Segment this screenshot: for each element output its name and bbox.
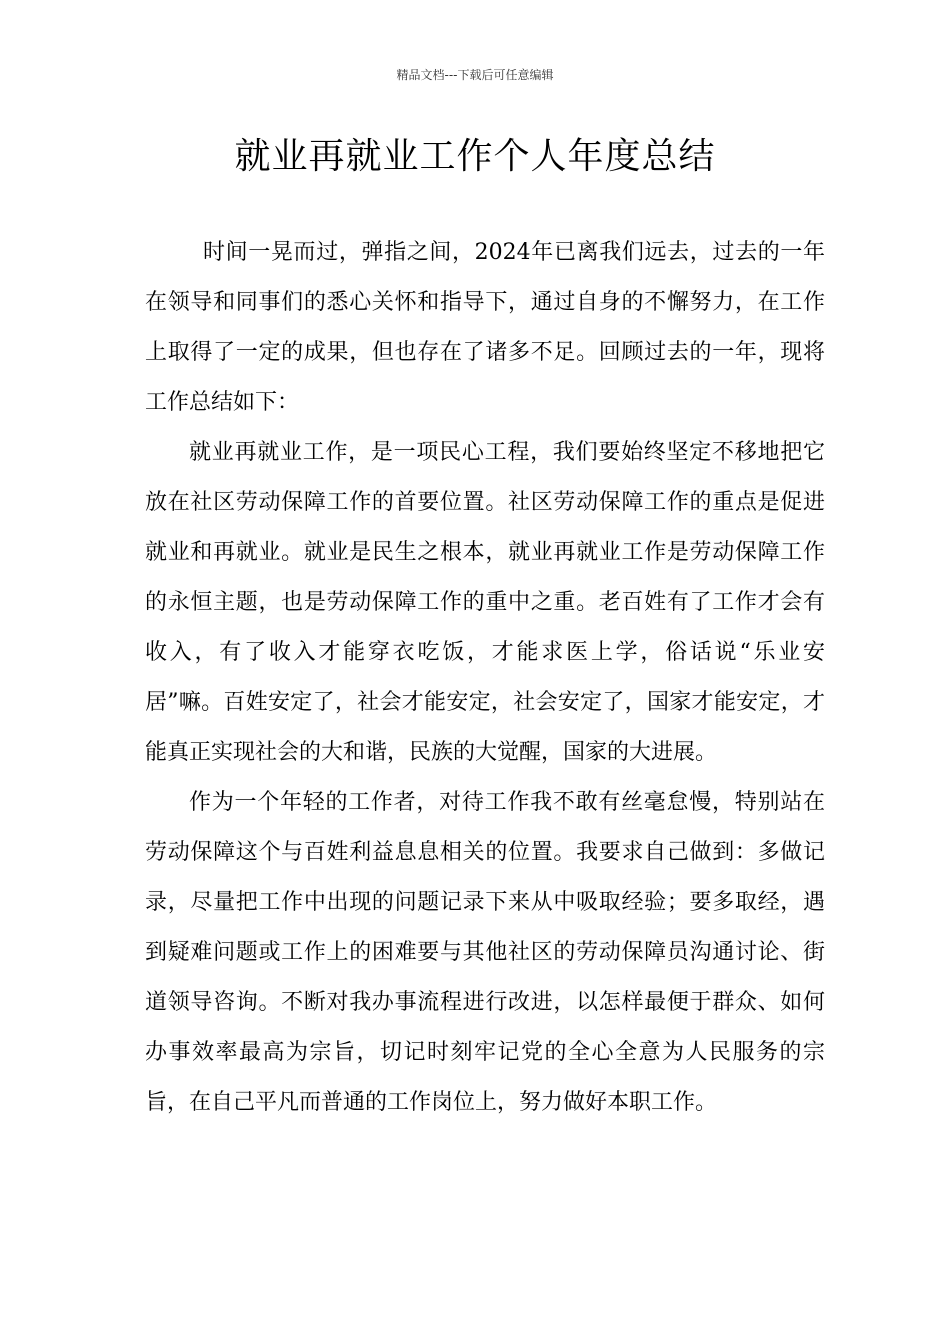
header-note: 精品文档---下载后可任意编辑: [396, 68, 554, 82]
paragraph-2: 就业再就业工作，是一项民心工程，我们要始终坚定不移地把它放在社区劳动保障工作的首要位置。社区劳动保障工作的重点是促进就业和再就业。就业是民生之根本，就业再就业工作是劳动保障工作的永恒主题，也是劳动保障工作的重中之重。老百姓有了工作才会有收入，有了收入才能穿衣吃饭，才能求医上学，俗话说“乐业安居”嘛。百姓安定了，社会才能安定，社会安定了，国家才能安定，才能真正实现社会的大和谐，民族的大觉醒，国家的大进展。: [145, 440, 825, 765]
paragraph-1: 时间一晃而过，弹指之间，2024年已离我们远去，过去的一年在领导和同事们的悉心关怀和指导下，通过自身的不懈努力，在工作上取得了一定的成果，但也存在了诸多不足。回顾过去的一年，现将工作总结如下：: [145, 240, 825, 415]
paragraph-3: 作为一个年轻的工作者，对待工作我不敢有丝毫怠慢，特别站在劳动保障这个与百姓利益息息相关的位置。我要求自己做到：多做记录，尽量把工作中出现的问题记录下来从中吸取经验；要多取经，遇到疑难问题或工作上的困难要与其他社区的劳动保障员沟通讨论、街道领导咨询。不断对我办事流程进行改进，以怎样最便于群众、如何办事效率最高为宗旨，切记时刻牢记党的全心全意为人民服务的宗旨，在自己平凡而普通的工作岗位上，努力做好本职工作。: [145, 790, 825, 1115]
document-title: 就业再就业工作个人年度总结: [234, 136, 716, 177]
document-body: [145, 228, 825, 1128]
